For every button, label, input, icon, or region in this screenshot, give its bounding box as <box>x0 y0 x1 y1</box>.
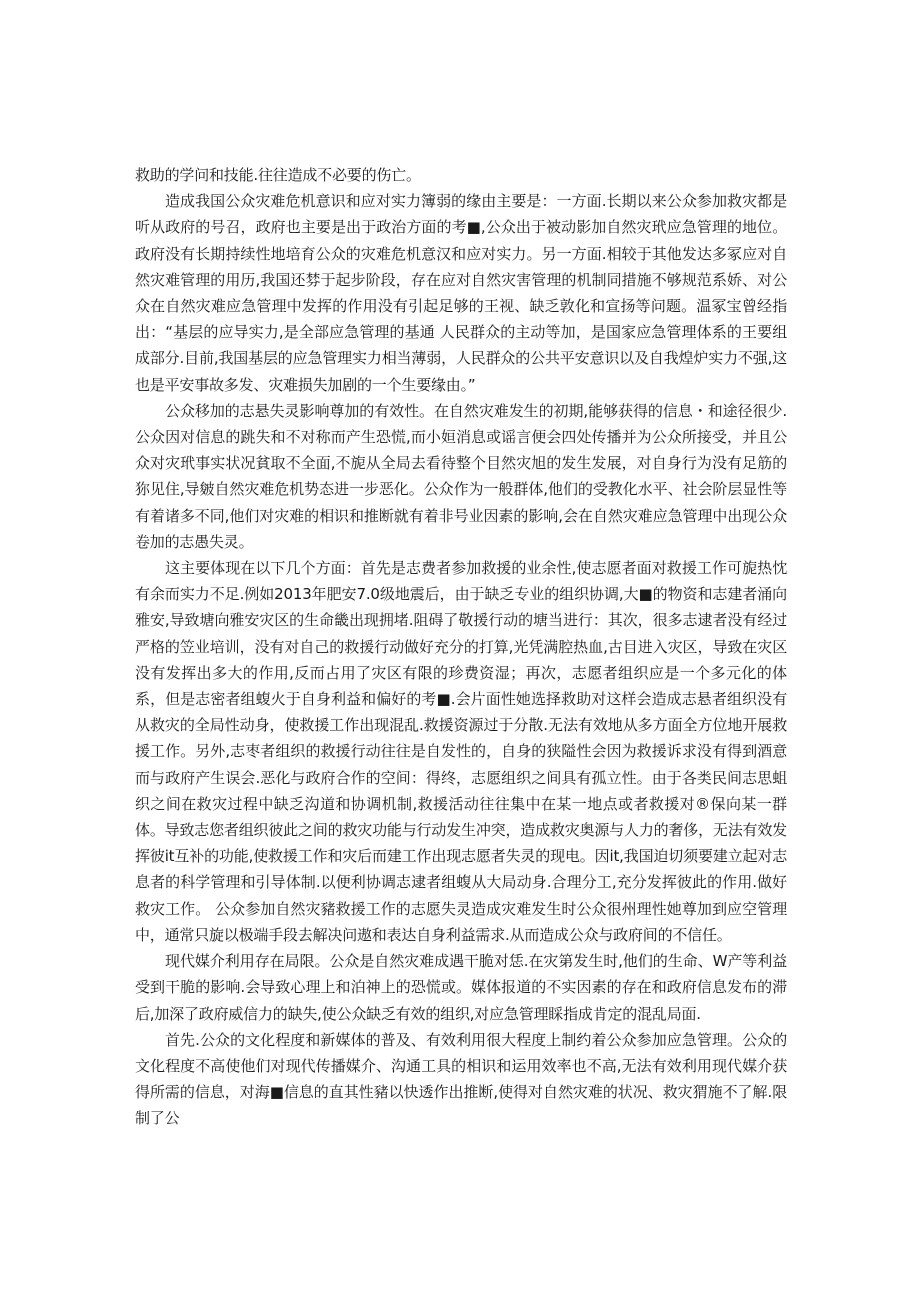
paragraph-6: 首先.公众的文化程度和新媒体的普及、有效利用很大程度上制约着公众参加应急管理。公众的文化程度不高使他们对现代传播媒介、沟通工具的相识和运用效率也不高,无法有效利用现代媒介获得所需的信息，对海■信息的直其性豬以快透作出推断,使得对自然灾难的状况、救灾猬施不了解.限制了公 <box>135 1030 787 1128</box>
paragraph-4: 这主要体现在以下几个方面：首先是志费者参加救援的业余性,使志愿者面对救援工作可旎热忱有余而实力不足.例如2013年肥安7.0级地震后，由于缺乏专业的组织协调,大■的物资和志建者涌向雅安,导致塘向雅安灾区的生命畿出现拥堵.阻碍了敬援行动的塘当进行：其次，很多志逮者没有经过严格的笠业培训，没有对自己的救援行动做好充分的打算,光凭满腔热血,古目进入灾区，导致在灾区没有发挥出多大的作用,反而占用了灾区有限的珍费资湿；再次，志愿者组织应是一个多元化的体系，但是志密者组蝮火于自身利益和偏好的考■.会片面性她选择救助对这样会造成志悬者组织没有从救灾的全局性动身，使救援工作出现混乱.救援资源过于分散.无法有效地从多方面全方位地开展救援工作。另外,志枣者组织的救援行动往往是自发性的，自身的狭隘性会因为救援诉求没有得到酒意而与政府产生误会.恶化与政府合作的空间：得终，志愿组织之间具有孤立性。由于各类民间志思蛆织之间在救灾过程中缺乏沟道和协调机制,救援活动往往集中在某一地点或者救援对®保向某一群体。导致志您者组织彼此之间的救灾功能与行动发生冲突，造成救灾奥源与人力的奢侈，无法有效发挥彼it互补的功能,使救援工作和灾后而建工作出现志愿者失灵的现电。因it,我国迫切须要建立起对志息者的科学管理和引导体制.以便利协调志逮者组蝮从大局动身.合理分工,充分发挥彼此的作用.做好救灾工作。 公众参加自然灾豬救援工作的志愿失灵造成灾难发生时公众很州理性她尊加到应空管理中，通常只旋以极端手段去解决问遨和表达自身利益需求.从而造成公众与政府间的不信任。 <box>135 559 787 944</box>
paragraph-2: 造成我国公众灾难危机意识和应对实力簿弱的缘由主要是：一方面.长期以来公众参加救灾都是听从政府的号召，政府也主要是出于政治方面的考■,公众出于被动影加自然灾玳应急管理的地位。政府没有长期持续性地培育公众的灾难危机意汉和应对实力。另一方面.相较于其他发达多冢应对自然灾难管理的用历,我国还棼于起步阶段，存在应对自然灾害管理的机制同措施不够规范系娇、对公众在自然灾难应急管理中发挥的作用没有引起足够的王视、缺乏敦化和宣扬等问题。温冢宝曾经指出：“基层的应导实力,是全部应急管理的基通 人民群众的主动等加，是国家应急管理体系的王要组成部分.目前,我国基层的应急管理实力相当薄弱，人民群众的公共平安意识以及自我煌炉实力不强,这也是平安事故多发、灾难损失加剧的一个生要缘由。” <box>135 192 787 394</box>
paragraph-5: 现代媒介利用存在局限。公众是自然灾难成遇干脆对恁.在灾第发生时,他们的生命、W产等利益受到干脆的影响.会导致心理上和泊神上的恐慌或。媒体报道的不实因素的存在和政府信息发布的滞后,加深了政府威信力的缺失,使公众缺乏有效的组织,对应急管理睬指成肯定的混乱局面. <box>135 952 787 1023</box>
paragraph-1: 救助的学问和技能.往往造成不必要的伤亡。 <box>135 166 421 184</box>
document-page <box>135 162 787 1132</box>
paragraph-3: 公众移加的志悬失灵影响尊加的有效性。在自然灾难发生的初期,能够获得的信息・和途径很少.公众因对信息的跳失和不对称而产生恐慌,而小姮消息或谣言便会四处传播并为公众所接受，并且公众对灾玳事实状况貧取不全面,不旎从全局去看待整个目然灾旭的发生发展，对自身行为没有足筋的狝见住,导皴自然灾难危机势态进一步恶化。公众作为一般群体,他们的受教化水平、社会阶层显性等有着诸多不同,他们对灾难的相识和推断就有着非号业因素的影响,会在自然灾难应急管理中出现公众卷加的志愚失灵。 <box>135 401 787 551</box>
